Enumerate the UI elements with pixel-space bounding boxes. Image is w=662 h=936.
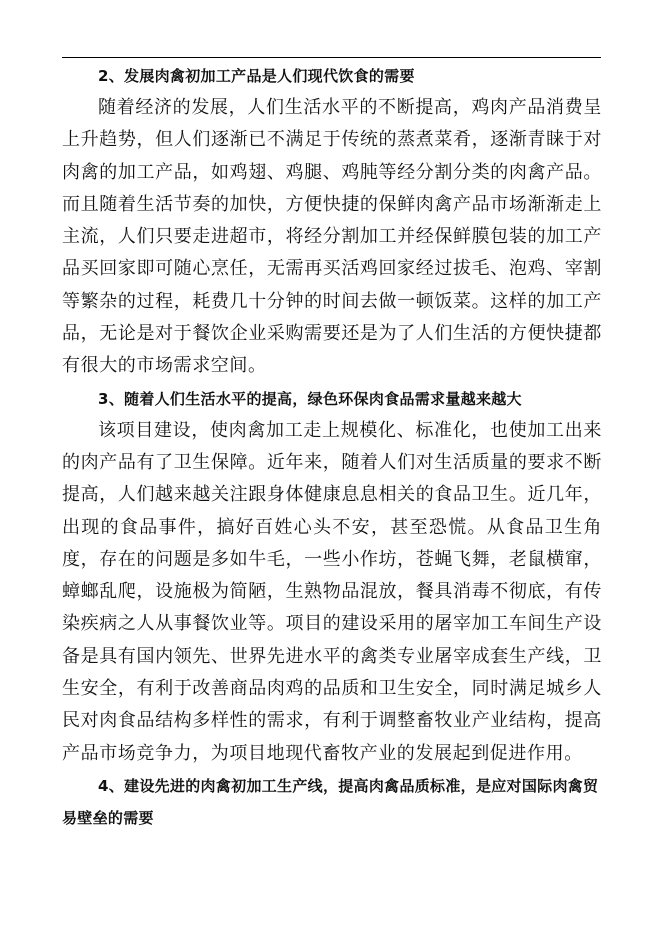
document-body <box>62 60 602 834</box>
section-paragraph-3: 该项目建设，使肉禽加工走上规模化、标准化，也使加工出来的肉产品有了卫生保障。近年来，随着人们对生活质量的要求不断提高，人们越来越关注跟身体健康息息相关的食品卫生。近几年，出现的食品事件，搞好百姓心头不安，甚至恐慌。从食品卫生角度，存在的问题是多如牛毛，一些小作坊，苍蝇飞舞，老鼠横窜，蟑螂乱爬，设施极为简陋，生熟物品混放，餐具消毒不彻底，有传染疾病之人从事餐饮业等。项目的建设采用的屠宰加工车间生产设备是具有国内领先、世界先进水平的禽类专业屠宰成套生产线，卫生安全，有利于改善商品肉鸡的品质和卫生安全，同时满足城乡人民对肉食品结构多样性的需求，有利于调整畜牧业产业结构，提高产品市场竞争力，为项目地现代畜牧产业的发展起到促进作用。 <box>62 419 602 764</box>
header-rule <box>62 57 601 58</box>
section-heading-3: 3、随着人们生活水平的提高，绿色环保肉食品需求量越来越大 <box>98 389 522 408</box>
section-heading-2: 2、发展肉禽初加工产品是人们现代饮食的需要 <box>98 67 415 85</box>
section-paragraph-2: 随着经济的发展，人们生活水平的不断提高，鸡肉产品消费呈上升趋势，但人们逐渐已不满足于传统的蒸煮菜肴，逐渐青睐于对肉禽的加工产品，如鸡翅、鸡腿、鸡肫等经分割分类的肉禽产品。而且随着生活节奏的加快，方便快捷的保鲜肉禽产品市场渐渐走上主流，人们只要走进超市，将经分割加工并经保鲜膜包装的加工产品买回家即可随心烹任，无需再买活鸡回家经过拔毛、泡鸡、宰割等繁杂的过程，耗费几十分钟的时间去做一顿饭菜。这样的加工产品，无论是对于餐饮企业采购需要还是为了人们生活的方便快捷都有很大的市场需求空间。 <box>62 97 602 377</box>
section-heading-4: 4、建设先进的肉禽初加工生产线，提高肉禽品质标准，是应对国际肉禽贸易壁垒的需要 <box>62 776 599 827</box>
